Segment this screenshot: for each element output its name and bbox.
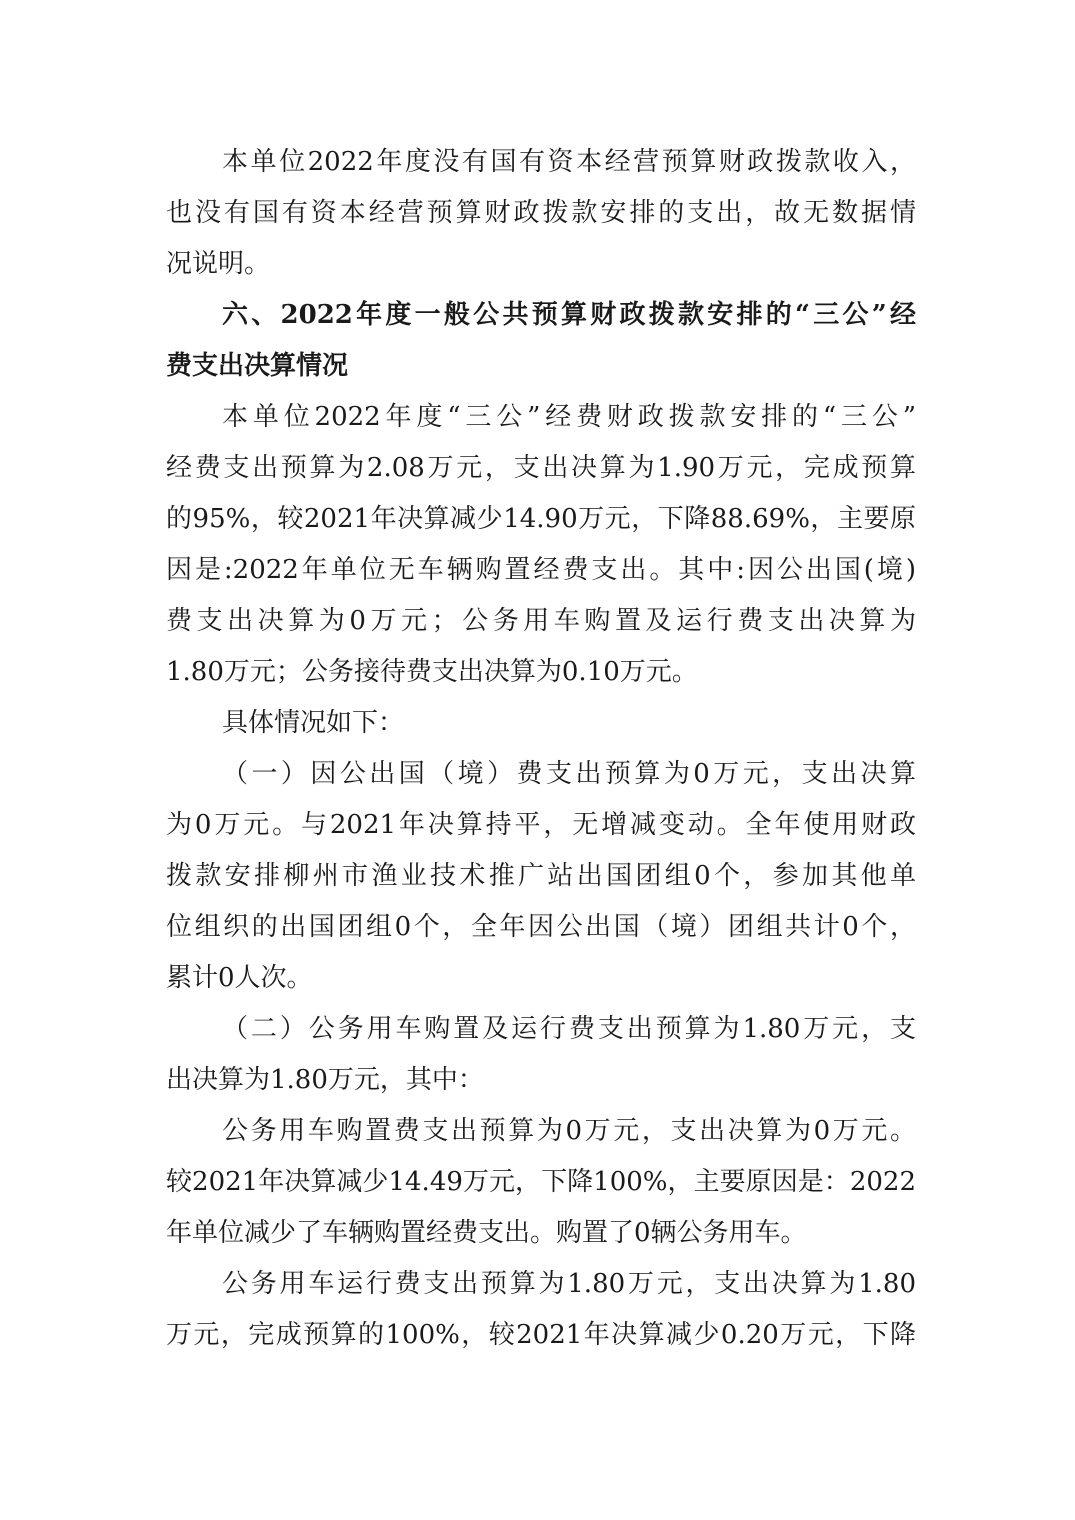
text-line: 万元，完成预算的100%，较2021年决算减少0.20万元，下降 xyxy=(166,1320,916,1350)
heading-line: 六、2022年度一般公共预算财政拨款安排的“三公”经 xyxy=(222,300,916,330)
paragraph-vehicle-purchase xyxy=(166,1106,916,1259)
document-page xyxy=(166,137,916,1361)
text-line: 年单位减少了车辆购置经费支出。购置了0辆公务用车。 xyxy=(166,1218,807,1248)
heading-line: 费支出决算情况 xyxy=(166,351,349,381)
text-line: 1.80万元；公务接待费支出决算为0.10万元。 xyxy=(166,657,698,687)
text-line: 经费支出预算为2.08万元，支出决算为1.90万元，完成预算 xyxy=(166,453,916,483)
paragraph-vehicle-operation xyxy=(166,1259,916,1361)
text-line: 公务用车购置费支出预算为0万元，支出决算为0万元。 xyxy=(222,1116,916,1146)
text-line: 的95%，较2021年决算减少14.90万元，下降88.69%，主要原 xyxy=(166,504,916,534)
text-line: 累计0人次。 xyxy=(166,963,313,993)
section-heading-six xyxy=(166,290,916,392)
paragraph-three-public-summary xyxy=(166,392,916,698)
text-line: 为0万元。与2021年决算持平，无增减变动。全年使用财政 xyxy=(166,810,916,840)
text-line: 公务用车运行费支出预算为1.80万元，支出决算为1.80 xyxy=(222,1269,916,1299)
text-line: 具体情况如下： xyxy=(222,708,405,738)
text-line: 费支出决算为0万元；公务用车购置及运行费支出决算为 xyxy=(166,606,916,636)
paragraph-overseas-travel xyxy=(166,749,916,1004)
text-line: 本单位2022年度“三公”经费财政拨款安排的“三公” xyxy=(222,402,916,432)
paragraph-official-vehicles xyxy=(166,1004,916,1106)
text-line: （二）公务用车购置及运行费支出预算为1.80万元，支 xyxy=(222,1014,916,1044)
text-line: 本单位2022年度没有国有资本经营预算财政拨款收入， xyxy=(222,147,916,177)
text-line: 较2021年决算减少14.49万元，下降100%，主要原因是：2022 xyxy=(166,1167,916,1197)
text-line: 也没有国有资本经营预算财政拨款安排的支出，故无数据情 xyxy=(166,198,916,228)
text-line: （一）因公出国（境）费支出预算为0万元，支出决算 xyxy=(222,759,916,789)
paragraph-capital-budget xyxy=(166,137,916,290)
text-line: 拨款安排柳州市渔业技术推广站出国团组0个，参加其他单 xyxy=(166,861,916,891)
text-line: 况说明。 xyxy=(166,249,271,279)
text-line: 因是:2022年单位无车辆购置经费支出。其中:因公出国(境) xyxy=(166,555,916,585)
text-line: 位组织的出国团组0个，全年因公出国（境）团组共计0个， xyxy=(166,912,916,942)
paragraph-details-intro xyxy=(166,698,916,749)
text-line: 出决算为1.80万元，其中： xyxy=(166,1065,484,1095)
